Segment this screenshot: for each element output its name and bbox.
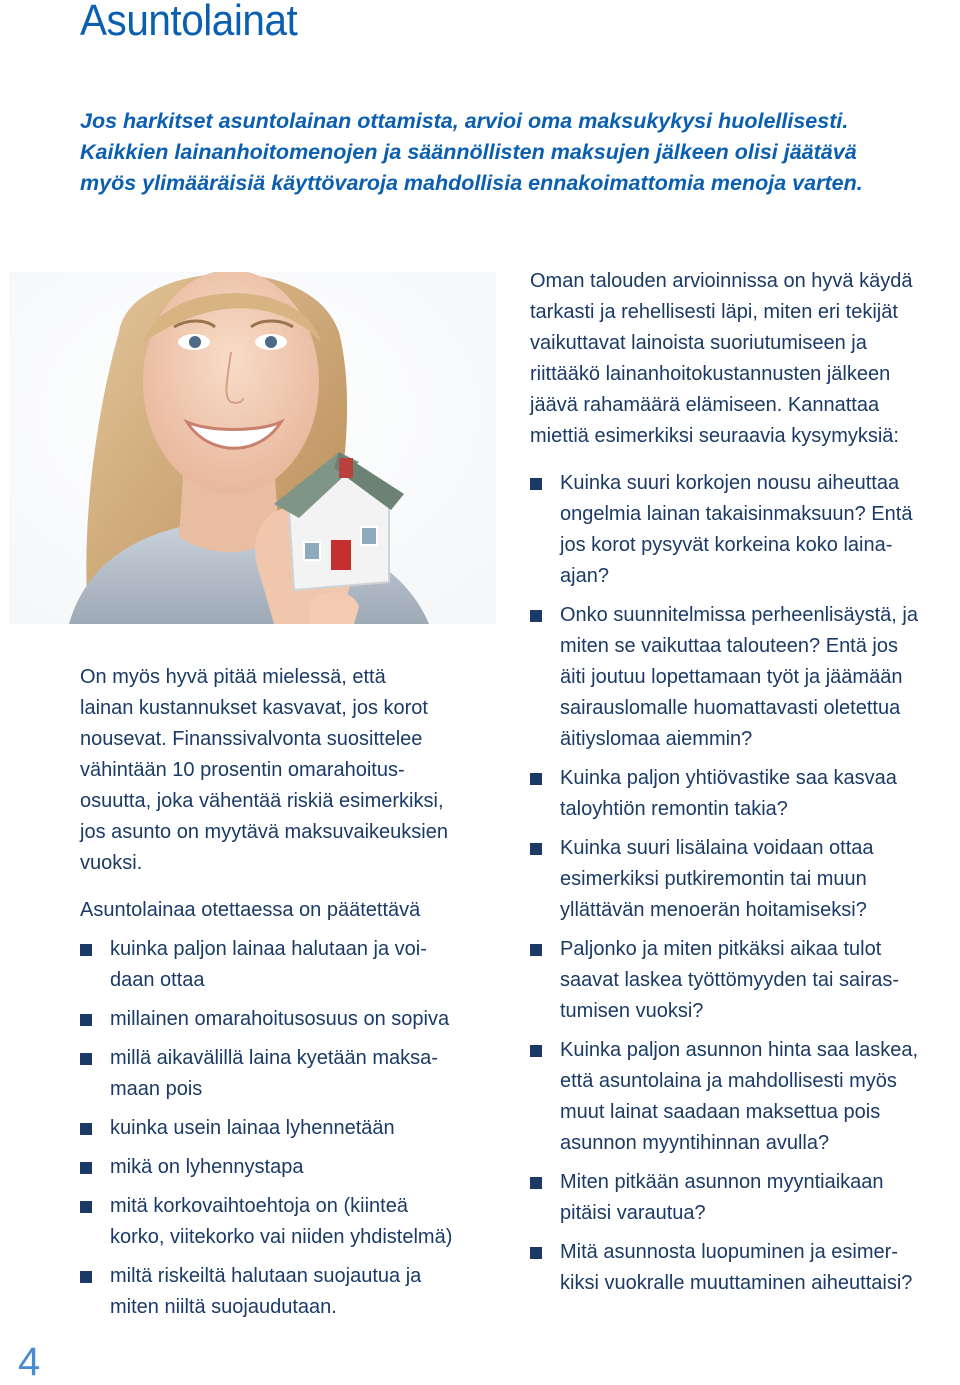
- finance-supervision-paragraph: [80, 662, 510, 879]
- text-line: äitiyslomaa aiemmin?: [560, 728, 753, 750]
- text-line: tarkasti ja rehellisesti läpi, miten eri tekijät: [530, 301, 898, 323]
- text-line: saavat laskea työttömyyden tai sairas-: [560, 969, 900, 991]
- list-item: [530, 468, 960, 592]
- page-title: Asuntolainat: [80, 0, 298, 45]
- square-bullet-icon: [530, 478, 542, 490]
- list-item: [80, 934, 510, 996]
- text-line: jos asunto on myytävä maksuvaikeuksien: [80, 821, 448, 843]
- square-bullet-icon: [80, 1162, 92, 1174]
- square-bullet-icon: [530, 773, 542, 785]
- text-line: lainan kustannukset kasvavat, jos korot: [80, 697, 428, 719]
- text-line: yllättävän menoerän hoitamiseksi?: [560, 899, 867, 921]
- square-bullet-icon: [530, 944, 542, 956]
- square-bullet-icon: [530, 1177, 542, 1189]
- text-line: kuinka usein lainaa lyhennetään: [110, 1117, 395, 1139]
- text-line: maan pois: [110, 1078, 203, 1100]
- text-line: vähintään 10 prosentin omarahoitus-: [80, 759, 405, 781]
- text-line: mitä korkovaihtoehtoja on (kiinteä: [110, 1195, 408, 1217]
- text-line: millainen omarahoitusosuus on sopiva: [110, 1008, 450, 1030]
- list-item: [530, 1167, 960, 1229]
- text-line: riittääkö lainanhoitokustannusten jälkeen: [530, 363, 891, 385]
- text-line: ongelmia lainan takaisinmaksuun? Entä: [560, 503, 913, 525]
- text-line: mikä on lyhennystapa: [110, 1156, 304, 1178]
- text-line: miten se vaikuttaa talouteen? Entä jos: [560, 635, 898, 657]
- text-line: millä aikavälillä laina kyetään maksa-: [110, 1047, 438, 1069]
- square-bullet-icon: [80, 1271, 92, 1283]
- text-line: sairauslomalle huomattavasti oletettua: [560, 697, 901, 719]
- text-line: ajan?: [560, 565, 609, 587]
- decisions-list: [80, 934, 510, 1323]
- text-line: Kuinka paljon asunnon hinta saa laskea,: [560, 1039, 919, 1061]
- right-column: [530, 266, 960, 1307]
- text-line: vuoksi.: [80, 852, 143, 874]
- list-item: [80, 1152, 510, 1183]
- woman-holding-house-photo: [9, 272, 496, 624]
- text-line: miltä riskeiltä halutaan suojautua ja: [110, 1265, 422, 1287]
- square-bullet-icon: [80, 1201, 92, 1213]
- square-bullet-icon: [80, 1053, 92, 1065]
- list-item: [530, 600, 960, 755]
- text-line: asunnon myyntihinnan avulla?: [560, 1132, 830, 1154]
- text-line: kiksi vuokralle muuttaminen aiheuttaisi?: [560, 1272, 913, 1294]
- decisions-intro: Asuntolainaa otettaessa on päätettävä: [80, 899, 421, 921]
- square-bullet-icon: [80, 944, 92, 956]
- square-bullet-icon: [530, 1247, 542, 1259]
- square-bullet-icon: [530, 1045, 542, 1057]
- list-item: [530, 763, 960, 825]
- text-line: kuinka paljon lainaa halutaan ja voi-: [110, 938, 427, 960]
- square-bullet-icon: [80, 1123, 92, 1135]
- text-line: Paljonko ja miten pitkäksi aikaa tulot: [560, 938, 882, 960]
- page-number: 4: [18, 1340, 41, 1384]
- text-line: tumisen vuoksi?: [560, 1000, 704, 1022]
- text-line: pitäisi varautua?: [560, 1202, 706, 1224]
- list-item: [530, 1035, 960, 1159]
- text-line: daan ottaa: [110, 969, 205, 991]
- list-item: [80, 1004, 510, 1035]
- text-line: että asuntolaina ja mahdollisesti myös: [560, 1070, 897, 1092]
- text-line: miten niiltä suojaudutaan.: [110, 1296, 337, 1318]
- lead-line: Jos harkitset asuntolainan ottamista, arvioi oma maksukykysi huolellisesti.: [80, 109, 849, 133]
- left-column: [80, 662, 510, 1331]
- text-line: Mitä asunnosta luopuminen ja esimer-: [560, 1241, 898, 1263]
- text-line: vaikuttavat lainoista suoriutumiseen ja: [530, 332, 867, 354]
- text-line: Onko suunnitelmissa perheenlisäystä, ja: [560, 604, 918, 626]
- text-line: Oman talouden arvioinnissa on hyvä käydä: [530, 270, 913, 292]
- questions-list: [530, 468, 960, 1299]
- text-line: äiti joutuu lopettamaan työt ja jäämään: [560, 666, 903, 688]
- square-bullet-icon: [80, 1014, 92, 1026]
- text-line: muut lainat saadaan maksettua pois: [560, 1101, 881, 1123]
- self-assessment-paragraph: [530, 266, 960, 452]
- list-item: [530, 1237, 960, 1299]
- square-bullet-icon: [530, 610, 542, 622]
- lead-line: myös ylimääräisiä käyttövaroja mahdollisia ennakoimattomia menoja varten.: [80, 171, 863, 195]
- text-line: jäävä rahamäärä elämiseen. Kannattaa: [530, 394, 880, 416]
- text-line: On myös hyvä pitää mielessä, että: [80, 666, 386, 688]
- text-line: jos korot pysyvät korkeina koko laina-: [560, 534, 893, 556]
- list-item: [80, 1261, 510, 1323]
- text-line: nousevat. Finanssivalvonta suosittelee: [80, 728, 423, 750]
- list-item: [80, 1043, 510, 1105]
- text-line: Miten pitkään asunnon myyntiaikaan: [560, 1171, 884, 1193]
- text-line: esimerkiksi putkiremontin tai muun: [560, 868, 867, 890]
- list-item: [530, 833, 960, 926]
- text-line: Kuinka suuri korkojen nousu aiheuttaa: [560, 472, 900, 494]
- lead-paragraph: [80, 106, 940, 199]
- text-line: korko, viitekorko vai niiden yhdistelmä): [110, 1226, 453, 1248]
- text-line: Kuinka suuri lisälaina voidaan ottaa: [560, 837, 874, 859]
- square-bullet-icon: [530, 843, 542, 855]
- lead-line: Kaikkien lainanhoitomenojen ja säännöllisten maksujen jälkeen olisi jäätävä: [80, 140, 857, 164]
- text-line: miettiä esimerkiksi seuraavia kysymyksiä:: [530, 425, 899, 447]
- text-line: Kuinka paljon yhtiövastike saa kasvaa: [560, 767, 897, 789]
- list-item: [80, 1191, 510, 1253]
- text-line: osuutta, joka vähentää riskiä esimerkiksi,: [80, 790, 444, 812]
- text-line: taloyhtiön remontin takia?: [560, 798, 788, 820]
- list-item: [80, 1113, 510, 1144]
- list-item: [530, 934, 960, 1027]
